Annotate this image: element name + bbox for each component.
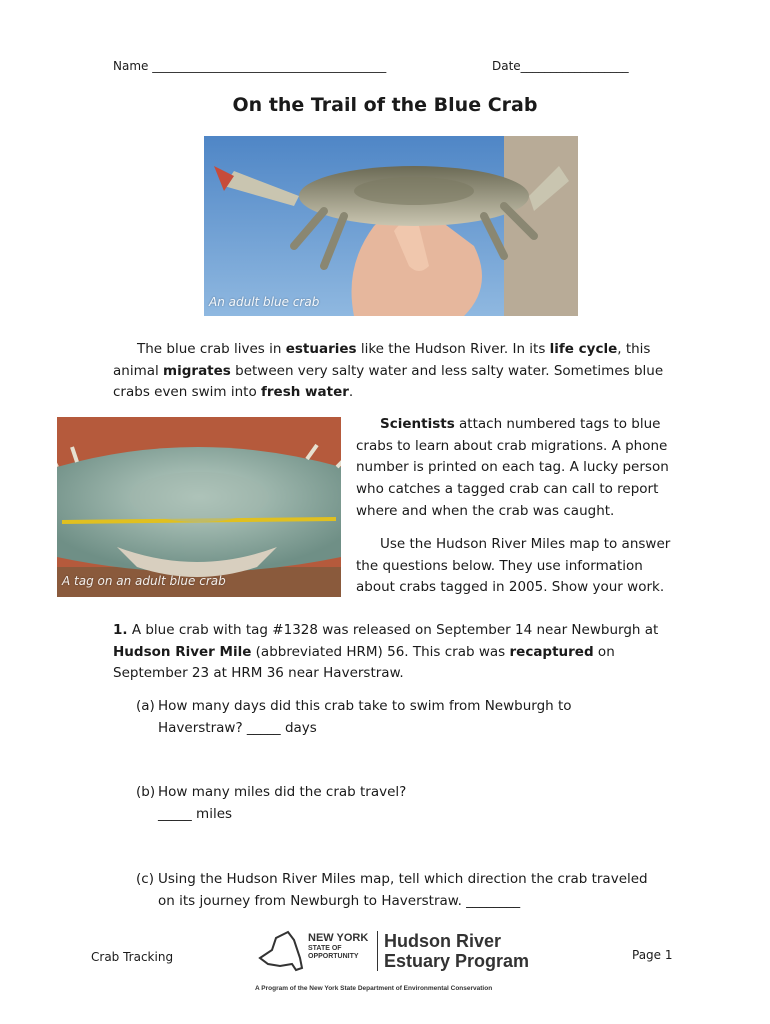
- part-c-line-2: on its journey from Newburgh to Haverstraw. ________: [158, 893, 521, 909]
- part-b-line-1: How many miles did the crab travel?: [158, 784, 407, 800]
- new-york-state-outline-icon: [258, 928, 308, 973]
- logo-tagline: A Program of the New York State Department of Environmental Conservation: [255, 985, 493, 992]
- crab-photo-illustration: [204, 136, 578, 316]
- map-instructions-paragraph: Use the Hudson River Miles map to answer the questions below. They use information about crabs tagged in 2005. Show your work.: [356, 536, 671, 596]
- tagged-crab-illustration: [57, 417, 341, 597]
- part-b-line-2: _____ miles: [158, 806, 233, 822]
- logo-divider: [377, 931, 378, 971]
- part-a-label: (a): [136, 698, 155, 714]
- name-field-label: Name _______________________________________: [113, 59, 387, 73]
- photo-caption-tagged-crab: A tag on an adult blue crab: [62, 574, 226, 588]
- page-title: On the Trail of the Blue Crab: [232, 94, 538, 116]
- logo-ny-line-3: OPPORTUNITY: [308, 953, 359, 960]
- adult-blue-crab-photo: [204, 136, 578, 316]
- part-a-line-1: How many days did this crab take to swim from Newburgh to: [158, 698, 572, 714]
- date-field-label: Date__________________: [492, 59, 629, 73]
- program-logo: [255, 925, 538, 1000]
- part-b-label: (b): [136, 784, 156, 800]
- scientists-paragraph: Scientists attach numbered tags to blue crabs to learn about crab migrations. A phone number is printed on each tag. A lucky person who catches a tagged crab can call to report where and when the crab was caught.: [356, 416, 669, 519]
- part-c-line-1: Using the Hudson River Miles map, tell which direction the crab traveled: [158, 871, 648, 887]
- part-a-line-2: Haverstraw? _____ days: [158, 720, 317, 736]
- page-number: Page 1: [632, 948, 673, 962]
- logo-ny-line-1: NEW YORK: [308, 932, 369, 944]
- question-1: 1. A blue crab with tag #1328 was released on September 14 near Newburgh at Hudson River Mile (abbreviated HRM) 56. This crab was recaptured on September 23 at HRM 36 near Haverstraw.: [113, 622, 659, 682]
- intro-paragraph: The blue crab lives in estuaries like the Hudson River. In its life cycle, this animal migrates between very salty water and less salty water. Sometimes blue crabs even swim into fresh water.: [113, 341, 664, 401]
- tagged-crab-photo: [57, 417, 341, 597]
- logo-ny-line-2: STATE OF: [308, 945, 342, 952]
- logo-program-line-1: Hudson River: [384, 931, 502, 951]
- footer-left-text: Crab Tracking: [91, 950, 174, 964]
- logo-program-line-2: Estuary Program: [384, 951, 530, 971]
- photo-caption-adult-crab: An adult blue crab: [209, 295, 320, 309]
- part-c-label: (c): [136, 871, 154, 887]
